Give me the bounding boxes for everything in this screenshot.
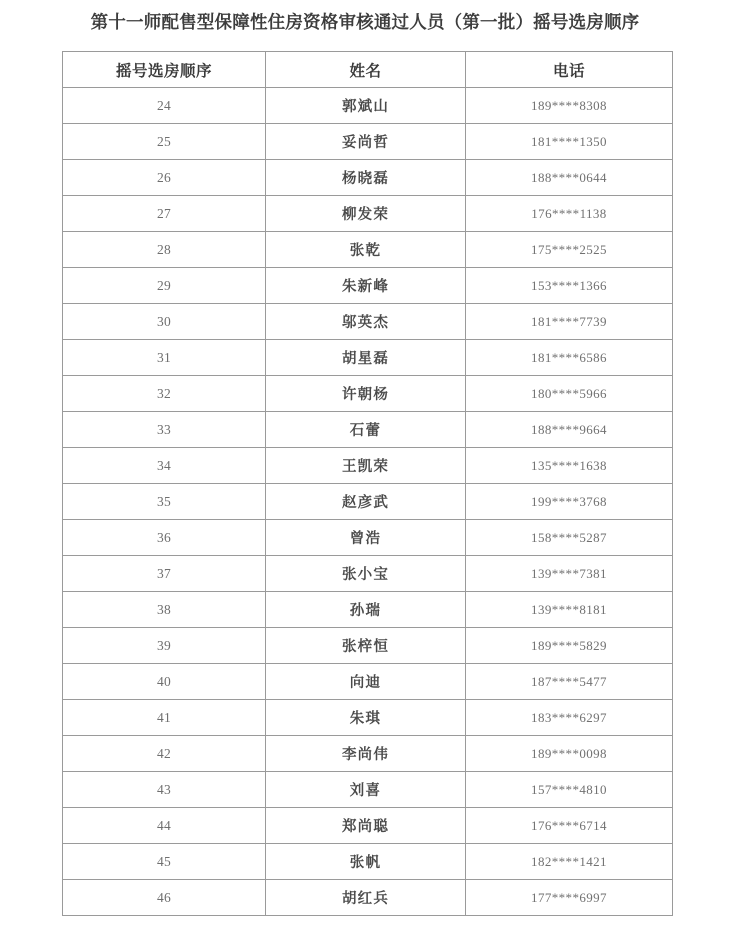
cell-lottery-order: 24 bbox=[63, 88, 266, 124]
table-row bbox=[63, 376, 673, 412]
cell-lottery-order: 32 bbox=[63, 376, 266, 412]
column-header-name: 姓名 bbox=[266, 52, 466, 88]
table-row bbox=[63, 844, 673, 880]
cell-lottery-order: 37 bbox=[63, 556, 266, 592]
cell-phone: 189****5829 bbox=[466, 628, 673, 664]
table-header bbox=[63, 52, 673, 88]
cell-phone: 135****1638 bbox=[466, 448, 673, 484]
cell-lottery-order: 28 bbox=[63, 232, 266, 268]
cell-name: 朱琪 bbox=[266, 700, 466, 736]
cell-phone: 153****1366 bbox=[466, 268, 673, 304]
table-row bbox=[63, 124, 673, 160]
cell-phone: 176****1138 bbox=[466, 196, 673, 232]
cell-lottery-order: 34 bbox=[63, 448, 266, 484]
cell-phone: 157****4810 bbox=[466, 772, 673, 808]
cell-name: 王凯荣 bbox=[266, 448, 466, 484]
table-row bbox=[63, 592, 673, 628]
table-row bbox=[63, 232, 673, 268]
table-row bbox=[63, 700, 673, 736]
cell-lottery-order: 43 bbox=[63, 772, 266, 808]
cell-name: 张帆 bbox=[266, 844, 466, 880]
table-row bbox=[63, 520, 673, 556]
cell-name: 柳发荣 bbox=[266, 196, 466, 232]
table-row bbox=[63, 268, 673, 304]
table-header-row bbox=[63, 52, 673, 88]
cell-name: 曾浩 bbox=[266, 520, 466, 556]
table-row bbox=[63, 340, 673, 376]
cell-phone: 175****2525 bbox=[466, 232, 673, 268]
table-row bbox=[63, 736, 673, 772]
cell-name: 石蕾 bbox=[266, 412, 466, 448]
cell-name: 郭斌山 bbox=[266, 88, 466, 124]
cell-phone: 187****5477 bbox=[466, 664, 673, 700]
cell-phone: 177****6997 bbox=[466, 880, 673, 916]
column-header-phone: 电话 bbox=[466, 52, 673, 88]
cell-phone: 189****0098 bbox=[466, 736, 673, 772]
cell-phone: 139****7381 bbox=[466, 556, 673, 592]
table-row bbox=[63, 880, 673, 916]
cell-lottery-order: 26 bbox=[63, 160, 266, 196]
cell-name: 向迪 bbox=[266, 664, 466, 700]
table-row bbox=[63, 772, 673, 808]
cell-name: 邬英杰 bbox=[266, 304, 466, 340]
table-row bbox=[63, 304, 673, 340]
cell-phone: 181****6586 bbox=[466, 340, 673, 376]
cell-name: 杨晓磊 bbox=[266, 160, 466, 196]
cell-lottery-order: 30 bbox=[63, 304, 266, 340]
cell-name: 许朝杨 bbox=[266, 376, 466, 412]
cell-phone: 183****6297 bbox=[466, 700, 673, 736]
cell-lottery-order: 25 bbox=[63, 124, 266, 160]
cell-phone: 176****6714 bbox=[466, 808, 673, 844]
cell-lottery-order: 42 bbox=[63, 736, 266, 772]
table-row bbox=[63, 196, 673, 232]
cell-lottery-order: 36 bbox=[63, 520, 266, 556]
cell-lottery-order: 31 bbox=[63, 340, 266, 376]
cell-lottery-order: 33 bbox=[63, 412, 266, 448]
table-row bbox=[63, 556, 673, 592]
cell-name: 赵彦武 bbox=[266, 484, 466, 520]
cell-lottery-order: 29 bbox=[63, 268, 266, 304]
page-title: 第十一师配售型保障性住房资格审核通过人员（第一批）摇号选房顺序 bbox=[90, 12, 640, 32]
column-header-order: 摇号选房顺序 bbox=[63, 52, 266, 88]
cell-phone: 182****1421 bbox=[466, 844, 673, 880]
cell-lottery-order: 44 bbox=[63, 808, 266, 844]
cell-name: 朱新峰 bbox=[266, 268, 466, 304]
cell-phone: 188****0644 bbox=[466, 160, 673, 196]
table-body bbox=[63, 88, 673, 916]
table-row bbox=[63, 628, 673, 664]
cell-phone: 199****3768 bbox=[466, 484, 673, 520]
cell-lottery-order: 27 bbox=[63, 196, 266, 232]
cell-phone: 139****8181 bbox=[466, 592, 673, 628]
cell-name: 郑尚聪 bbox=[266, 808, 466, 844]
table-row bbox=[63, 412, 673, 448]
cell-name: 妥尚哲 bbox=[266, 124, 466, 160]
cell-name: 张小宝 bbox=[266, 556, 466, 592]
cell-phone: 180****5966 bbox=[466, 376, 673, 412]
cell-lottery-order: 45 bbox=[63, 844, 266, 880]
cell-name: 胡红兵 bbox=[266, 880, 466, 916]
cell-name: 张梓恒 bbox=[266, 628, 466, 664]
table-row bbox=[63, 664, 673, 700]
cell-name: 张乾 bbox=[266, 232, 466, 268]
cell-name: 孙瑞 bbox=[266, 592, 466, 628]
cell-phone: 188****9664 bbox=[466, 412, 673, 448]
cell-phone: 158****5287 bbox=[466, 520, 673, 556]
cell-name: 刘喜 bbox=[266, 772, 466, 808]
cell-phone: 189****8308 bbox=[466, 88, 673, 124]
cell-name: 李尚伟 bbox=[266, 736, 466, 772]
cell-phone: 181****7739 bbox=[466, 304, 673, 340]
cell-lottery-order: 40 bbox=[63, 664, 266, 700]
cell-lottery-order: 41 bbox=[63, 700, 266, 736]
table-row bbox=[63, 160, 673, 196]
cell-lottery-order: 46 bbox=[63, 880, 266, 916]
roster-table-container bbox=[62, 51, 672, 916]
cell-phone: 181****1350 bbox=[466, 124, 673, 160]
table-row bbox=[63, 484, 673, 520]
cell-lottery-order: 38 bbox=[63, 592, 266, 628]
lottery-order-table bbox=[62, 51, 673, 916]
table-row bbox=[63, 808, 673, 844]
cell-lottery-order: 35 bbox=[63, 484, 266, 520]
table-row bbox=[63, 448, 673, 484]
cell-lottery-order: 39 bbox=[63, 628, 266, 664]
cell-name: 胡星磊 bbox=[266, 340, 466, 376]
table-row bbox=[63, 88, 673, 124]
